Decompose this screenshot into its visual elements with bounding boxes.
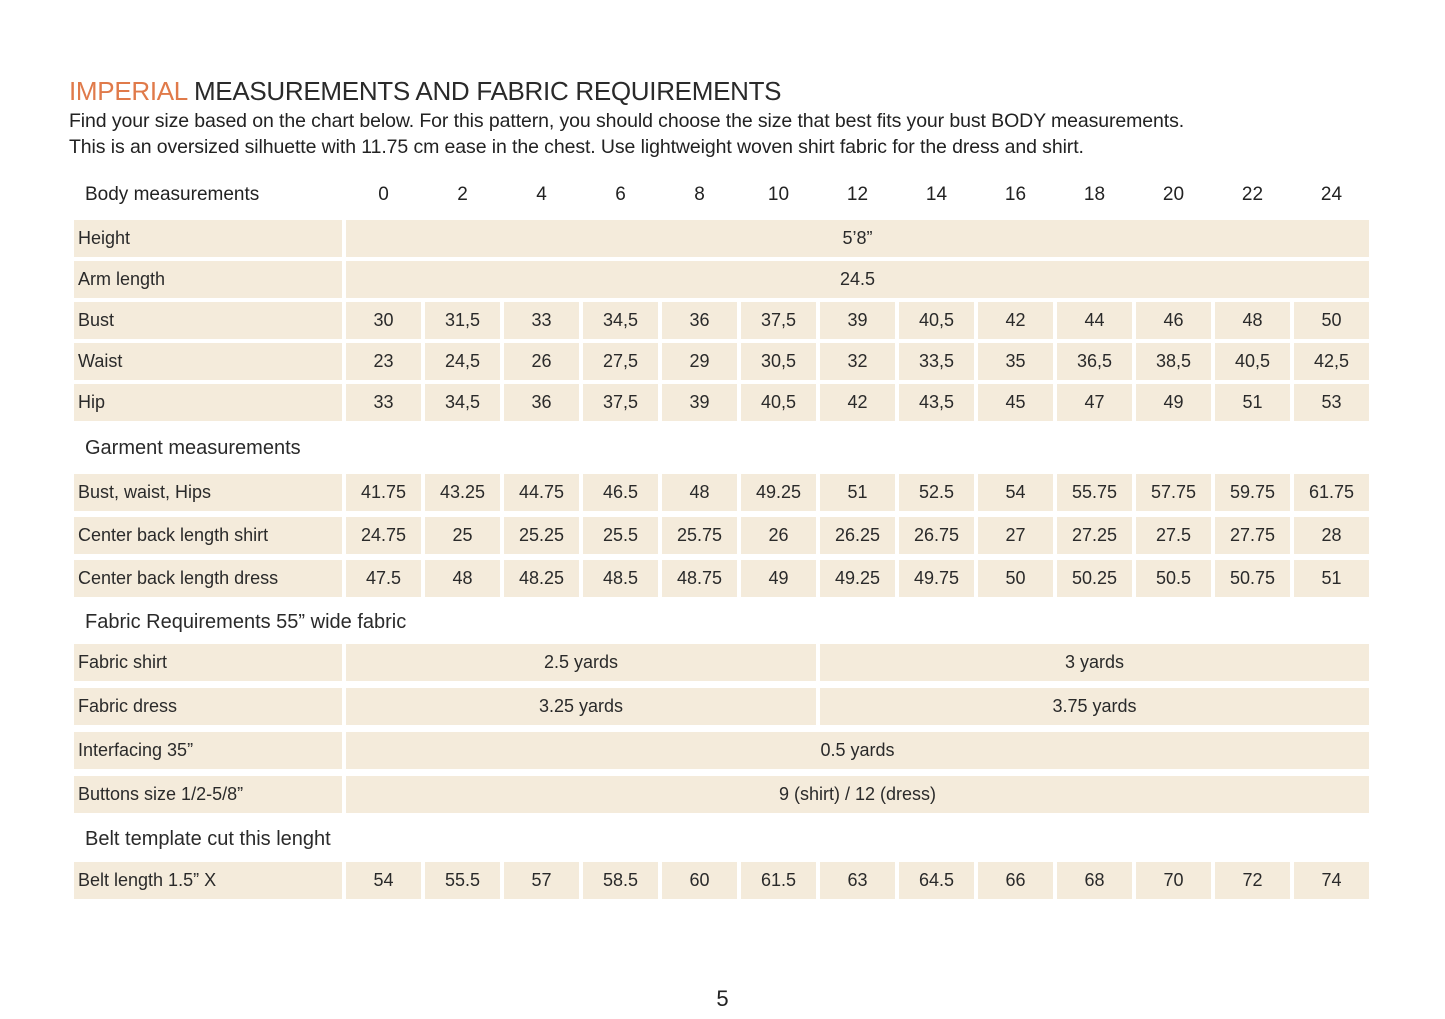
- row-label: Fabric dress: [74, 688, 342, 725]
- table-cell: 26: [741, 517, 816, 554]
- intro-line: This is an oversized silhuette with 11.75 cm ease in the chest. Use lightweight woven shirt fabric for the dress and shirt.: [69, 136, 1084, 158]
- table-cell: 49.75: [899, 560, 974, 597]
- size-column-header: 0: [378, 183, 389, 205]
- header-label: Body measurements: [85, 183, 260, 205]
- size-column-header: 6: [615, 183, 626, 205]
- table-cell: 24.75: [346, 517, 421, 554]
- table-cell: 33: [504, 302, 579, 339]
- table-cell: 51: [820, 474, 895, 511]
- table-cell: 41.75: [346, 474, 421, 511]
- size-column-header: 2: [457, 183, 468, 205]
- table-cell: 52.5: [899, 474, 974, 511]
- row-label: Bust, waist, Hips: [74, 474, 342, 511]
- table-cell: 47.5: [346, 560, 421, 597]
- merged-cell: 3 yards: [820, 644, 1369, 681]
- size-column-header: 16: [1004, 183, 1027, 205]
- table-cell: 54: [978, 474, 1053, 511]
- table-cell: 51: [1294, 560, 1369, 597]
- table-cell: 72: [1215, 862, 1290, 899]
- merged-cell: 2.5 yards: [346, 644, 816, 681]
- table-cell: 48.5: [583, 560, 658, 597]
- table-cell: 49: [1136, 384, 1211, 421]
- table-cell: 63: [820, 862, 895, 899]
- table-cell: 39: [662, 384, 737, 421]
- table-cell: 50.25: [1057, 560, 1132, 597]
- table-cell: 48: [662, 474, 737, 511]
- table-cell: 42,5: [1294, 343, 1369, 380]
- table-cell: 60: [662, 862, 737, 899]
- size-column-header: 22: [1241, 183, 1264, 205]
- garment-section-title: Garment measurements: [85, 437, 301, 459]
- table-cell: 42: [820, 384, 895, 421]
- table-cell: 27.5: [1136, 517, 1211, 554]
- table-cell: 51: [1215, 384, 1290, 421]
- table-cell: 50.5: [1136, 560, 1211, 597]
- table-cell: 57: [504, 862, 579, 899]
- table-cell: 33: [346, 384, 421, 421]
- table-cell: 45: [978, 384, 1053, 421]
- size-column-header: 20: [1162, 183, 1185, 205]
- title-rest: MEASUREMENTS AND FABRIC REQUIREMENTS: [187, 76, 782, 106]
- table-cell: 61.5: [741, 862, 816, 899]
- table-cell: 74: [1294, 862, 1369, 899]
- table-cell: 57.75: [1136, 474, 1211, 511]
- table-cell: 50: [978, 560, 1053, 597]
- table-cell: 59.75: [1215, 474, 1290, 511]
- table-cell: 34,5: [425, 384, 500, 421]
- table-cell: 48.25: [504, 560, 579, 597]
- row-label: Belt length 1.5” X: [74, 862, 342, 899]
- table-cell: 49.25: [820, 560, 895, 597]
- table-cell: 24,5: [425, 343, 500, 380]
- table-cell: 25.25: [504, 517, 579, 554]
- table-cell: 25.75: [662, 517, 737, 554]
- row-label: Center back length dress: [74, 560, 342, 597]
- size-column-header: 18: [1083, 183, 1106, 205]
- table-cell: 27.25: [1057, 517, 1132, 554]
- title-accent: IMPERIAL: [69, 76, 188, 106]
- table-cell: 30,5: [741, 343, 816, 380]
- fabric-section-title: Fabric Requirements 55” wide fabric: [85, 611, 407, 633]
- page-number: 5: [716, 986, 729, 1011]
- table-cell: 40,5: [1215, 343, 1290, 380]
- table-cell: 70: [1136, 862, 1211, 899]
- table-cell: 40,5: [899, 302, 974, 339]
- table-cell: 36: [504, 384, 579, 421]
- table-cell: 53: [1294, 384, 1369, 421]
- table-cell: 58.5: [583, 862, 658, 899]
- size-column-header: 12: [846, 183, 869, 205]
- size-column-header: 24: [1320, 183, 1343, 205]
- table-cell: 27,5: [583, 343, 658, 380]
- table-cell: 49: [741, 560, 816, 597]
- row-label: Waist: [74, 343, 342, 380]
- table-cell: 29: [662, 343, 737, 380]
- table-cell: 37,5: [741, 302, 816, 339]
- intro-line: Find your size based on the chart below. For this pattern, you should choose the size that best fits your bust BODY measurements.: [69, 110, 1185, 132]
- table-cell: 42: [978, 302, 1053, 339]
- table-cell: 50.75: [1215, 560, 1290, 597]
- table-cell: 32: [820, 343, 895, 380]
- table-cell: 36,5: [1057, 343, 1132, 380]
- table-cell: 36: [662, 302, 737, 339]
- table-cell: 38,5: [1136, 343, 1211, 380]
- table-cell: 25.5: [583, 517, 658, 554]
- table-cell: 44: [1057, 302, 1132, 339]
- row-label: Center back length shirt: [74, 517, 342, 554]
- table-cell: 64.5: [899, 862, 974, 899]
- size-column-header: 10: [767, 183, 790, 205]
- row-label: Fabric shirt: [74, 644, 342, 681]
- merged-cell: 24.5: [346, 261, 1369, 298]
- table-cell: 46: [1136, 302, 1211, 339]
- table-cell: 40,5: [741, 384, 816, 421]
- merged-cell: 5’8”: [346, 220, 1369, 257]
- table-cell: 26: [504, 343, 579, 380]
- merged-cell: 3.75 yards: [820, 688, 1369, 725]
- table-cell: 66: [978, 862, 1053, 899]
- table-cell: 25: [425, 517, 500, 554]
- size-column-header: 8: [694, 183, 705, 205]
- row-label: Arm length: [74, 261, 342, 298]
- belt-section-title: Belt template cut this lenght: [85, 828, 331, 850]
- intro-text: [69, 108, 1184, 160]
- belt-table: [74, 862, 1369, 899]
- table-cell: 48: [425, 560, 500, 597]
- size-header-row: [74, 176, 1369, 213]
- table-cell: 31,5: [425, 302, 500, 339]
- row-label: Interfacing 35”: [74, 732, 342, 769]
- row-label: Height: [74, 220, 342, 257]
- row-label: Buttons size 1/2-5/8”: [74, 776, 342, 813]
- table-cell: 27: [978, 517, 1053, 554]
- merged-cell: 9 (shirt) / 12 (dress): [346, 776, 1369, 813]
- table-cell: 37,5: [583, 384, 658, 421]
- page-title: [69, 76, 781, 107]
- table-cell: 34,5: [583, 302, 658, 339]
- table-cell: 49.25: [741, 474, 816, 511]
- table-cell: 27.75: [1215, 517, 1290, 554]
- table-cell: 28: [1294, 517, 1369, 554]
- table-cell: 50: [1294, 302, 1369, 339]
- table-cell: 35: [978, 343, 1053, 380]
- table-cell: 33,5: [899, 343, 974, 380]
- table-cell: 47: [1057, 384, 1132, 421]
- table-cell: 44.75: [504, 474, 579, 511]
- table-cell: 55.75: [1057, 474, 1132, 511]
- table-cell: 68: [1057, 862, 1132, 899]
- merged-cell: 0.5 yards: [346, 732, 1369, 769]
- table-cell: 61.75: [1294, 474, 1369, 511]
- garment-measurements-table: [74, 474, 1369, 597]
- size-column-header: 4: [536, 183, 547, 205]
- merged-cell: 3.25 yards: [346, 688, 816, 725]
- table-cell: 43,5: [899, 384, 974, 421]
- table-cell: 39: [820, 302, 895, 339]
- table-cell: 48.75: [662, 560, 737, 597]
- row-label: Hip: [74, 384, 342, 421]
- table-cell: 55.5: [425, 862, 500, 899]
- table-cell: 43.25: [425, 474, 500, 511]
- row-label: Bust: [74, 302, 342, 339]
- table-cell: 26.25: [820, 517, 895, 554]
- table-cell: 48: [1215, 302, 1290, 339]
- table-cell: 26.75: [899, 517, 974, 554]
- size-column-header: 14: [925, 183, 948, 205]
- table-cell: 46.5: [583, 474, 658, 511]
- body-measurements-table: [74, 220, 1369, 421]
- fabric-requirements-table: [74, 644, 1369, 813]
- table-cell: 30: [346, 302, 421, 339]
- table-cell: 54: [346, 862, 421, 899]
- table-cell: 23: [346, 343, 421, 380]
